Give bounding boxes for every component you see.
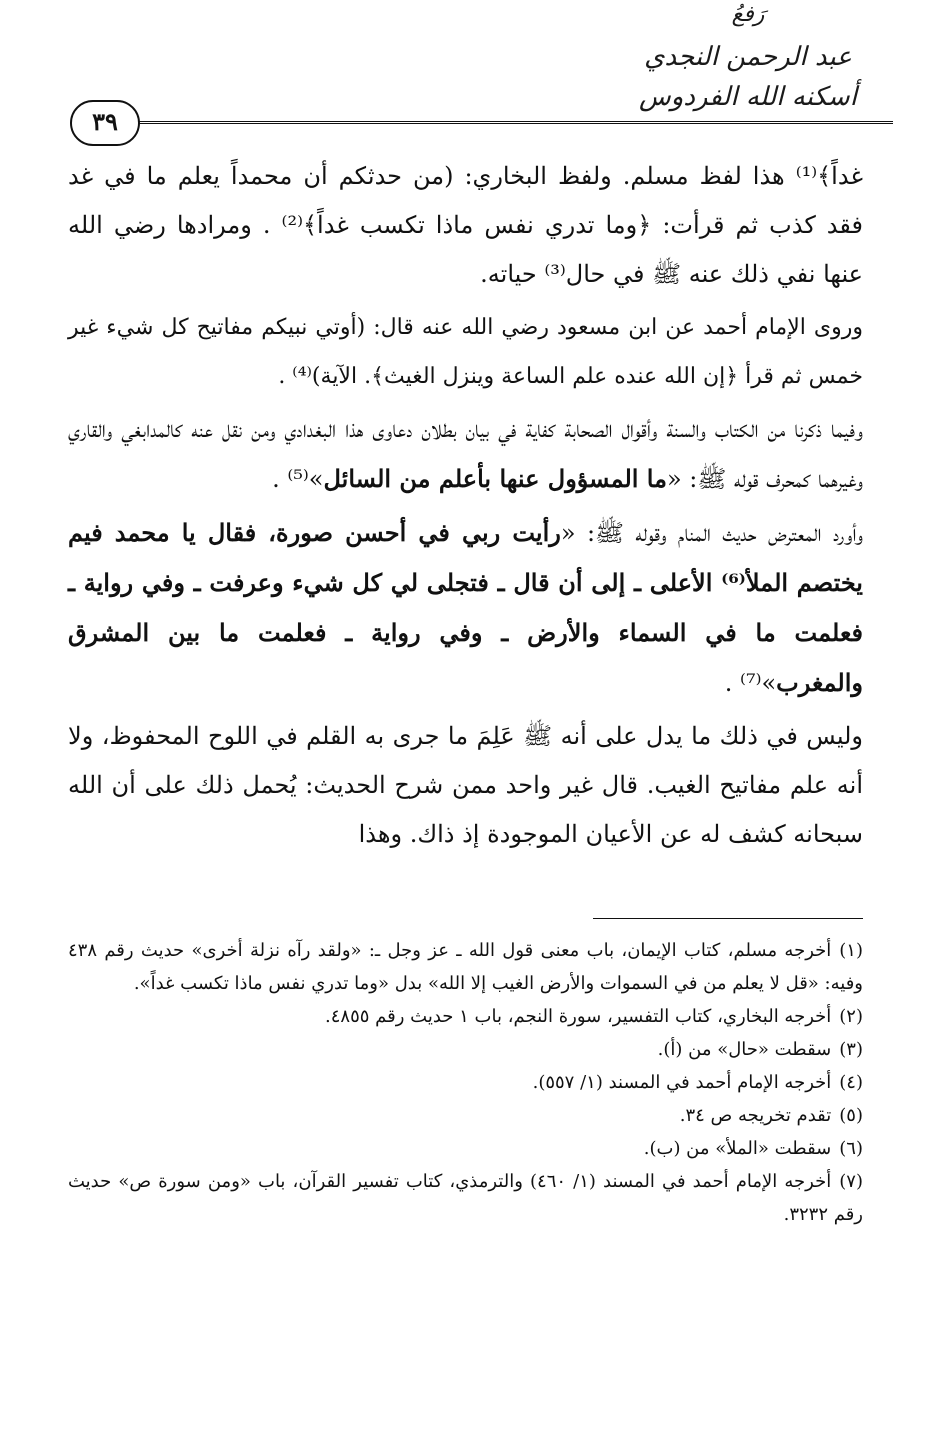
hadith-quote-2: رأيت ربي في أحسن صورة، فقال يا محمد فيم يختصم الملأ⁽⁶⁾ الأعلى ـ إلى أن قال ـ فتجلى لي كل شيء وعرفت ـ وفي رواية ـ فعلمت ما في السماء والأرض ـ وفي رواية ـ فعلمت ما بين المشرق والمغرب [68, 518, 863, 697]
header-divider [128, 121, 893, 124]
footnote-text: أخرجه الإمام أحمد في المسند (١/ ٤٦٠) والترمذي، كتاب تفسير القرآن، باب «ومن سورة ص» حديث رقم ٣٢٣٢. [68, 1171, 863, 1225]
stamp-line-1: رَفعُ [731, 2, 765, 27]
paragraph-5: وليس في ذلك ما يدل على أنه ﷺ عَلِمَ ما جرى به القلم في اللوح المحفوظ، ولا أنه علم مفاتيح الغيب. قال غير واحد ممن شرح الحديث: يُحمل ذلك على أن الله سبحانه كشف له عن الأعيان الموجودة إذ ذاك. وهذا [68, 722, 863, 848]
footnote-text: سقطت «حال» من (أ). [657, 1039, 832, 1060]
calligraphy-stamp [598, 0, 898, 120]
paragraph-1: غداً﴾⁽¹⁾ هذا لفظ مسلم. ولفظ البخاري: (من حدثكم أن محمداً يعلم ما في غد فقد كذب ثم قرأت: ﴿وما تدري نفس ماذا تكسب غداً﴾⁽²⁾ . ومرادها رضي الله عنها نفي ذلك عنه ﷺ في حال⁽³⁾ حياته. [68, 162, 863, 288]
footnote-text: أخرجه الإمام أحمد في المسند (١/ ٥٥٧). [532, 1072, 832, 1093]
paragraph-4-end: »⁽⁷⁾ . [724, 669, 777, 697]
paragraph-4 [68, 508, 863, 708]
footnote-number: (٤) [839, 1072, 863, 1093]
main-text [68, 152, 863, 859]
footnote-text: أخرجه مسلم، كتاب الإيمان، باب معنى قول الله ـ عز وجل ـ: «ولقد رآه نزلة أخرى» حديث رقم ٤٣٨ وفيه: «قل لا يعلم من في السموات والأرض الغيب إلا الله» بدل «وما تدري نفس ماذا تكسب غداً». [68, 940, 863, 994]
footnote-6 [68, 1132, 863, 1165]
footnote-number: (٣) [839, 1039, 863, 1060]
footnote-number: (٧) [839, 1171, 863, 1192]
footnote-number: (٥) [839, 1105, 863, 1126]
footnote-text: سقطت «الملأ» من (ب). [643, 1138, 832, 1159]
footnote-5 [68, 1099, 863, 1132]
footnotes [68, 934, 863, 1231]
page-number: ٣٩ [70, 100, 140, 146]
footnote-text: تقدم تخريجه ص ٣٤. [679, 1105, 832, 1126]
footnote-divider [593, 918, 863, 919]
footnote-number: (٢) [839, 1006, 863, 1027]
hadith-quote-1: ما المسؤول عنها بأعلم من السائل [323, 464, 667, 493]
footnote-text: أخرجه البخاري، كتاب التفسير، سورة النجم، باب ١ حديث رقم ٤٨٥٥. [325, 1006, 832, 1027]
footnote-2 [68, 1000, 863, 1033]
paragraph-3 [68, 405, 863, 504]
paragraph-2: وروى الإمام أحمد عن ابن مسعود رضي الله عنه قال: (أوتي نبيكم مفاتيح كل شيء غير خمس ثم قرأ ﴿إن الله عنده علم الساعة وينزل الغيث﴾. الآية)⁽⁴⁾ . [68, 315, 863, 389]
stamp-line-3: أسكنه الله الفردوس [639, 82, 857, 112]
paragraph-3-text: وفيما ذكرنا من الكتاب والسنة وأقوال الصحابة كفاية في بيان بطلان دعاوى هذا البغدادي ومن نقل عنه كالمدابغي والقاري وغيرهما كمحرف قوله ﷺ: « [68, 415, 863, 493]
footnote-1 [68, 934, 863, 1000]
paragraph-4-text: وأورد المعترض حديث المنام وقوله ﷺ: « [560, 519, 863, 547]
footnote-number: (١) [839, 940, 863, 961]
stamp-line-2: عبد الرحمن النجدي [644, 42, 852, 72]
footnote-7 [68, 1165, 863, 1231]
footnote-number: (٦) [839, 1138, 863, 1159]
footnote-4 [68, 1066, 863, 1099]
paragraph-3-end: »⁽⁵⁾ . [272, 465, 324, 493]
footnote-3 [68, 1033, 863, 1066]
